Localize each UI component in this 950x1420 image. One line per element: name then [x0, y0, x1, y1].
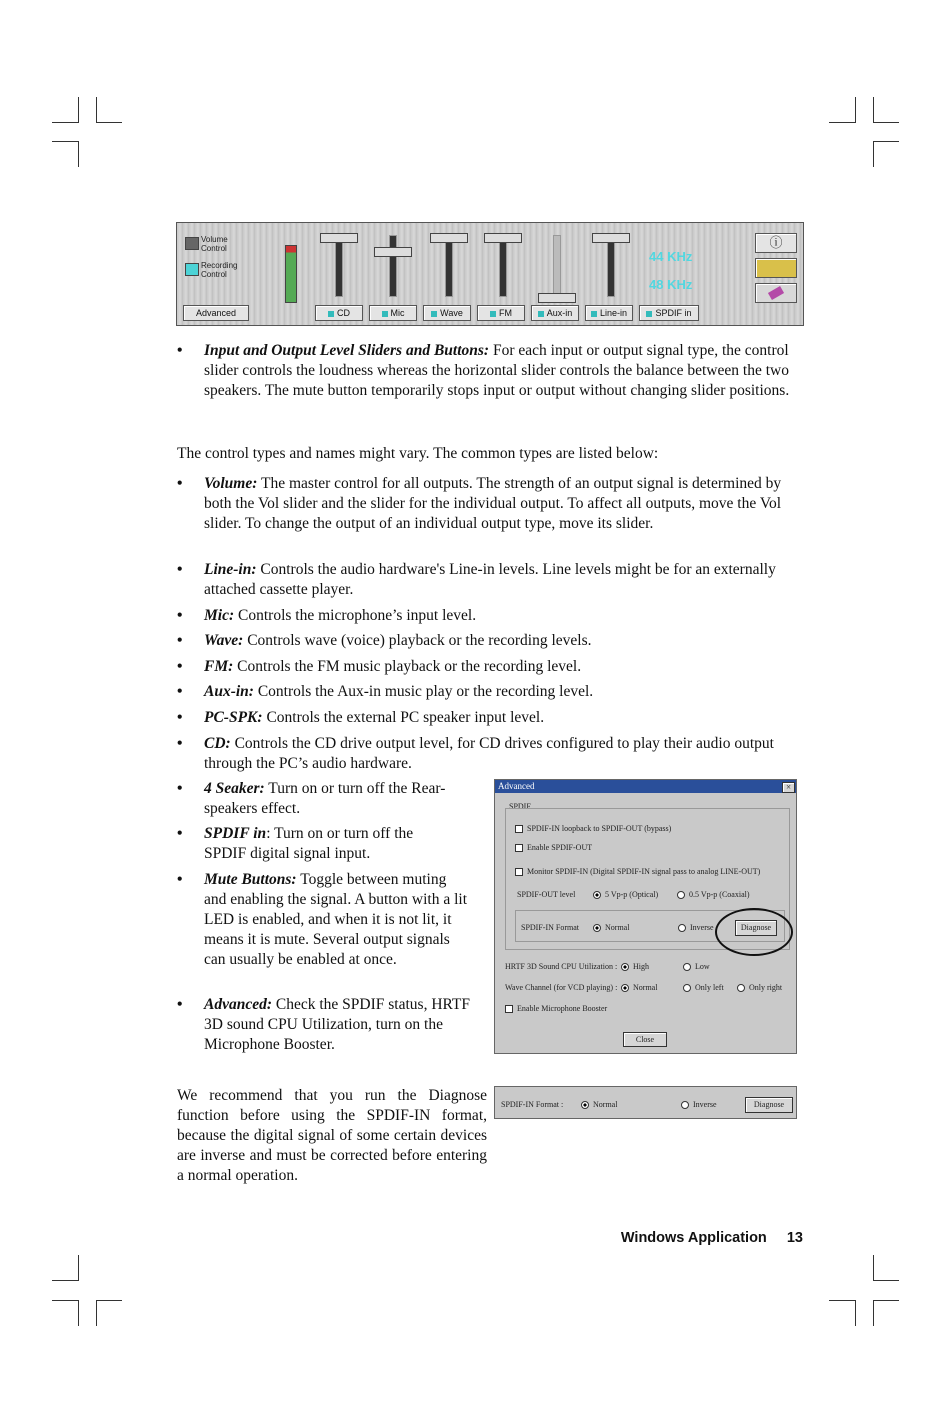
channel-button-spdif-in[interactable]: SPDIF in	[639, 305, 699, 321]
volume-control-toggle[interactable]	[185, 237, 199, 250]
loopback-checkbox[interactable]: SPDIF-IN loopback to SPDIF-OUT (bypass)	[515, 824, 671, 833]
bullet-icon: •	[177, 780, 183, 797]
format-strip-diagnose-button[interactable]: Diagnose	[745, 1097, 793, 1113]
hrtf-label: HRTF 3D Sound CPU Utilization :	[505, 962, 618, 971]
dialog-close-x-button[interactable]: ×	[782, 782, 795, 793]
spdif-in-format-strip	[494, 1086, 797, 1119]
slider-mic[interactable]	[371, 231, 415, 299]
sample-rate-top: 44 KHz	[649, 249, 693, 264]
out-level-coaxial-radio[interactable]: 0.5 Vp-p (Coaxial)	[677, 890, 750, 899]
bullet-icon: •	[177, 342, 183, 359]
mic-booster-checkbox[interactable]: Enable Microphone Booster	[505, 1004, 607, 1013]
bullet-sliders-and-buttons: • Input and Output Level Sliders and Buttons: For each input or output signal type, the control slider controls the loudness whereas the horizontal slider controls the balance between the two speakers. The mute button temporarily stops input or output without changing slider positions.	[177, 342, 790, 399]
bullet-icon: •	[177, 709, 183, 726]
bullet-icon: •	[177, 996, 183, 1013]
crop-mark	[873, 141, 899, 142]
format-strip-inverse-radio[interactable]: Inverse	[681, 1100, 717, 1109]
crop-mark	[873, 122, 899, 123]
wave-only-left-radio[interactable]: Only left	[683, 983, 724, 992]
advanced-button[interactable]: Advanced	[183, 305, 249, 321]
crop-mark	[96, 1300, 122, 1301]
channel-button-wave[interactable]: Wave	[423, 305, 471, 321]
channel-button-cd[interactable]: CD	[315, 305, 363, 321]
eraser-icon[interactable]	[755, 283, 797, 303]
bullet-icon: •	[177, 683, 183, 700]
crop-mark	[829, 122, 855, 123]
audio-mixer-panel	[176, 222, 804, 326]
crop-mark	[873, 1255, 874, 1281]
diagnose-recommendation: We recommend that you run the Diagnose function before using the SPDIF-IN format, because the digital signal of some certain devices are inverse and must be corrected before entering a normal operation.	[177, 1087, 487, 1184]
crop-mark	[855, 1300, 856, 1326]
monitor-spdif-in-checkbox[interactable]: Monitor SPDIF-IN (Digital SPDIF-IN signal pass to analog LINE-OUT)	[515, 867, 760, 876]
crop-mark	[873, 1300, 874, 1326]
bullet-icon: •	[177, 607, 183, 624]
bullet-icon: •	[177, 632, 183, 649]
bullet-icon: •	[177, 561, 183, 578]
level-meter	[285, 245, 297, 303]
crop-mark	[96, 1300, 97, 1326]
wave-channel-label: Wave Channel (for VCD playing) :	[505, 983, 618, 992]
slider-cd[interactable]	[317, 231, 361, 299]
recording-control-label: Recording Control	[201, 261, 238, 279]
spdif-group-label: SPDIF	[509, 802, 531, 811]
crop-mark	[873, 97, 874, 123]
crop-mark	[78, 1255, 79, 1281]
crop-mark	[873, 1300, 899, 1301]
page-number: 13	[786, 1230, 803, 1246]
dialog-close-button[interactable]: Close	[623, 1032, 667, 1047]
crop-mark	[96, 97, 97, 123]
channel-button-mic[interactable]: Mic	[369, 305, 417, 321]
slider-fm[interactable]	[481, 231, 525, 299]
crop-mark	[829, 1300, 855, 1301]
crop-mark	[855, 97, 856, 123]
wave-only-right-radio[interactable]: Only right	[737, 983, 782, 992]
crop-mark	[52, 141, 78, 142]
advanced-dialog	[494, 779, 797, 1054]
slider-aux-in[interactable]	[535, 231, 579, 299]
info-button[interactable]: ⓘ	[755, 233, 797, 253]
spdif-in-format-label: SPDIF-IN Format	[521, 923, 580, 932]
common-types-intro: The control types and names might vary. The common types are listed below:	[177, 445, 659, 462]
crop-mark	[52, 1300, 78, 1301]
enable-spdif-out-checkbox[interactable]: Enable SPDIF-OUT	[515, 843, 592, 852]
crop-mark	[78, 1300, 79, 1326]
bullet-icon: •	[177, 735, 183, 752]
in-format-normal-radio[interactable]: Normal	[593, 923, 629, 932]
crop-mark	[78, 97, 79, 123]
crop-mark	[96, 122, 122, 123]
volume-control-label: Volume Control	[201, 235, 228, 253]
dialog-title-bar: Advanced	[495, 780, 796, 793]
channel-button-line-in[interactable]: Line-in	[585, 305, 633, 321]
crop-mark	[873, 1280, 899, 1281]
crop-mark	[52, 122, 78, 123]
bullet-icon: •	[177, 825, 183, 842]
page-footer	[621, 1230, 803, 1246]
crop-mark	[52, 1280, 78, 1281]
wave-normal-radio[interactable]: Normal	[621, 983, 657, 992]
bullet-icon: •	[177, 475, 183, 492]
hrtf-high-radio[interactable]: High	[621, 962, 649, 971]
bullet-icon: •	[177, 658, 183, 675]
bullet-icon: •	[177, 871, 183, 888]
diagnose-button[interactable]: Diagnose	[735, 920, 777, 936]
channel-button-fm[interactable]: FM	[477, 305, 525, 321]
slider-line-in[interactable]	[589, 231, 633, 299]
crop-mark	[78, 141, 79, 167]
format-strip-label: SPDIF-IN Format :	[501, 1100, 564, 1109]
footer-section-title: Windows Application	[620, 1230, 767, 1246]
recording-control-toggle[interactable]	[185, 263, 199, 276]
sample-rate-bottom: 48 KHz	[649, 277, 693, 292]
in-format-inverse-radio[interactable]: Inverse	[678, 923, 714, 932]
format-strip-normal-radio[interactable]: Normal	[581, 1100, 617, 1109]
spdif-out-level-label: SPDIF-OUT level	[517, 890, 576, 899]
slider-wave[interactable]	[427, 231, 471, 299]
mixer-settings-icon[interactable]	[755, 258, 797, 278]
hrtf-low-radio[interactable]: Low	[683, 962, 710, 971]
channel-button-aux-in[interactable]: Aux-in	[531, 305, 579, 321]
out-level-optical-radio[interactable]: 5 Vp-p (Optical)	[593, 890, 658, 899]
crop-mark	[873, 141, 874, 167]
diagnose-highlight-circle	[715, 908, 793, 956]
